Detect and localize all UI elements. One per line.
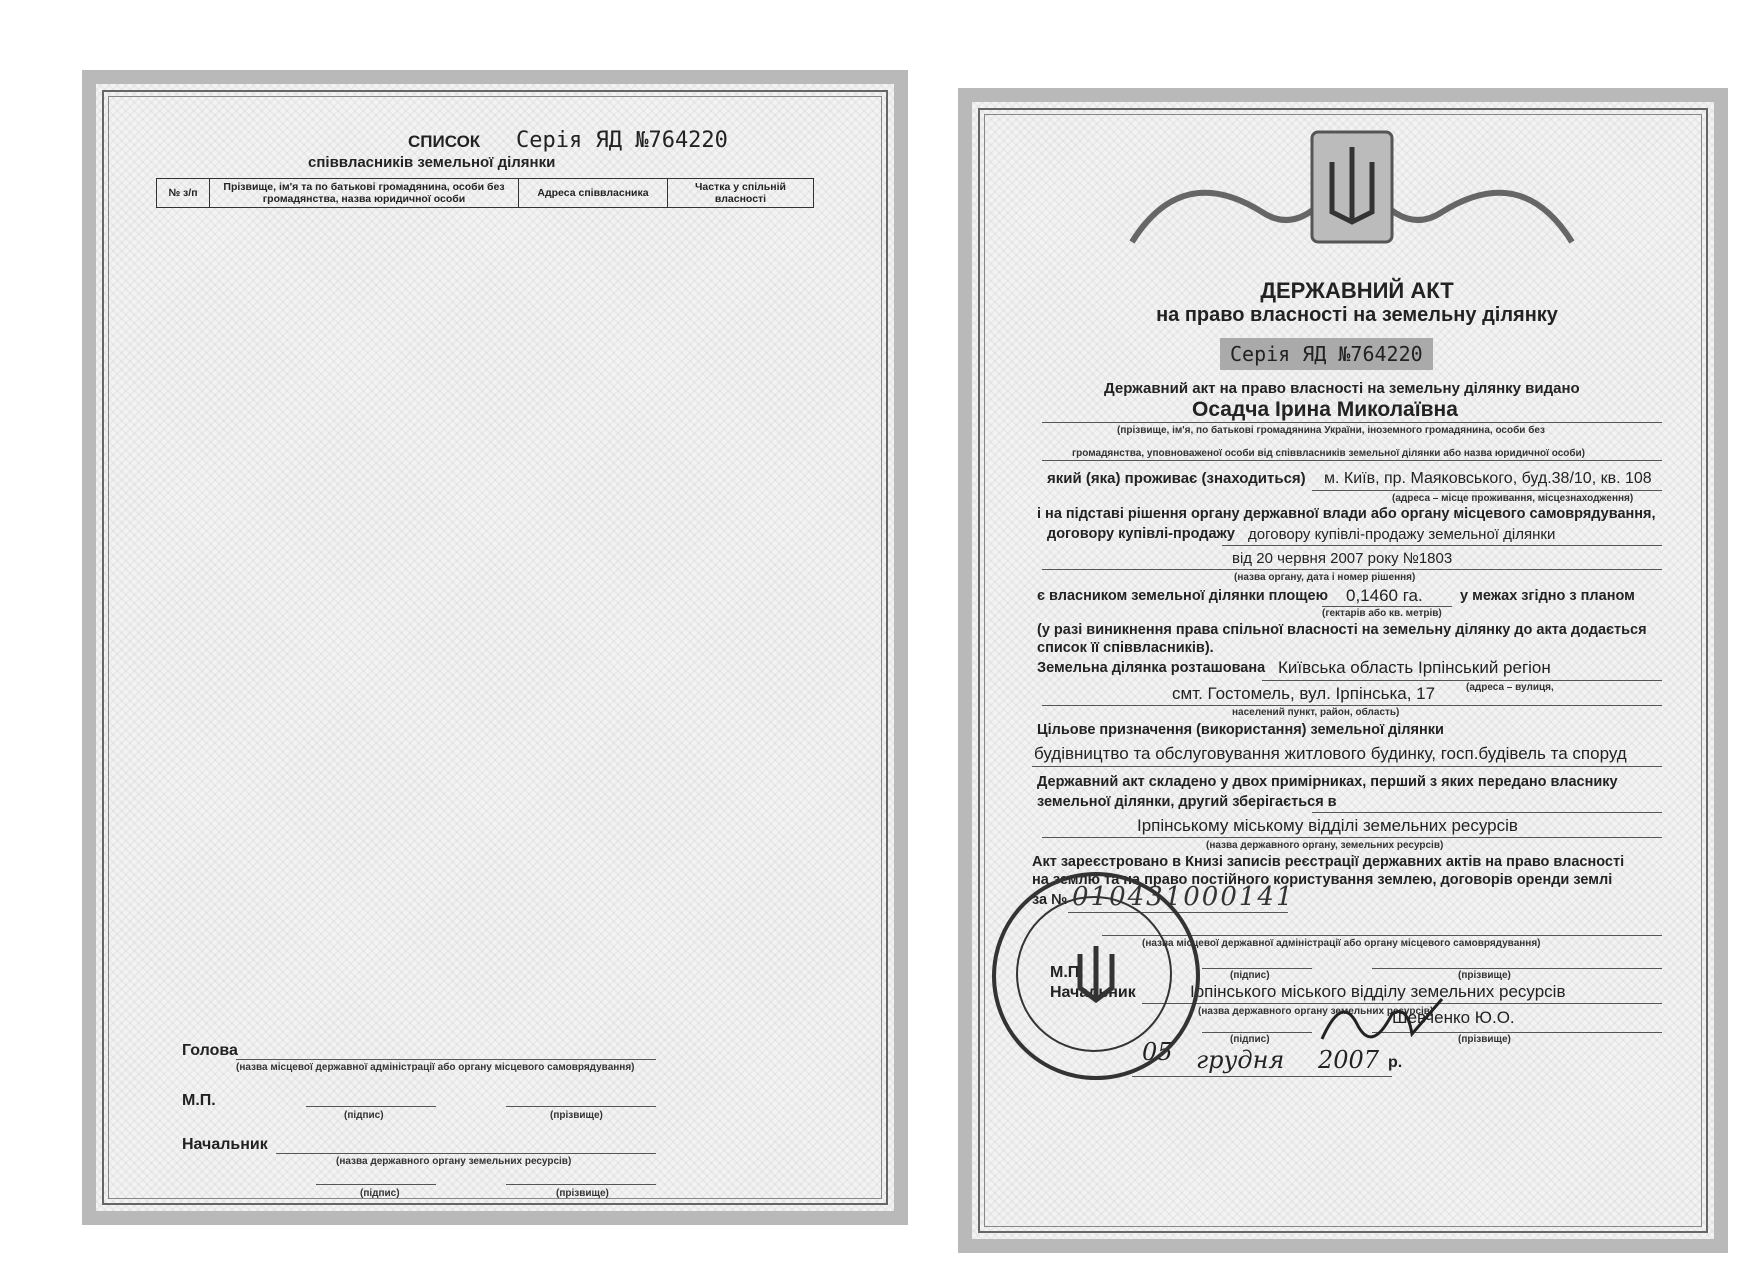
- storage-caption: (назва державного органу, земельних ресурсів): [1206, 840, 1444, 851]
- owner-caption-2: громадянства, уповноваженої особи від співвласників земельної ділянки або назва юридичної особи): [1072, 448, 1586, 459]
- date-month: грудня: [1196, 1046, 1285, 1074]
- act-title: ДЕРЖАВНИЙ АКТ: [1260, 278, 1454, 303]
- copies-text-2: земельної ділянки, другий зберігається в: [1037, 794, 1337, 810]
- area-caption: (гектарів або кв. метрів): [1322, 608, 1442, 619]
- owner-address: м. Київ, пр. Маяковського, буд.38/10, кв. 108: [1324, 470, 1652, 487]
- chief-org: Ірпінського міського відділу земельних ресурсів: [1190, 982, 1566, 1001]
- signature-caption-right: (підпис): [1230, 970, 1270, 981]
- storage-value: Ірпінському міському відділі земельних ресурсів: [1137, 816, 1518, 835]
- address-caption: (адреса – місце проживання, місцезнаходження): [1392, 493, 1634, 504]
- purpose-value: будівництво та обслуговування житлового будинку, госп.будівель та споруд: [1034, 744, 1627, 763]
- date-year: 2007: [1318, 1046, 1380, 1074]
- mp-label-right: М.П.: [1050, 964, 1084, 981]
- decision-value: від 20 червня 2007 року №1803: [1232, 550, 1453, 567]
- area-value: 0,1460 га.: [1346, 586, 1423, 605]
- col-share: Частка у спільній власності: [668, 179, 814, 208]
- registration-text-3: за №: [1032, 892, 1068, 908]
- surname-caption-chief: (прізвище): [1458, 1034, 1511, 1045]
- resides-label: який (яка) проживає (знаходиться): [1047, 470, 1306, 487]
- col-address: Адреса співвласника: [519, 179, 668, 208]
- registration-text-2: на землю та на право постійного користування землею, договорів оренди землі: [1032, 872, 1613, 888]
- state-act-page: [958, 88, 1728, 1253]
- col-number: № з/п: [157, 179, 210, 208]
- coowners-note-2: список її співвласників).: [1037, 640, 1214, 656]
- location-value-1: Київська область Ірпінський регіон: [1278, 658, 1551, 677]
- registration-number: 010431000141: [1072, 882, 1295, 912]
- owner-name: Осадча Ірина Миколаївна: [1192, 398, 1458, 421]
- act-subtitle: на право власності на земельну ділянку: [1156, 304, 1558, 326]
- coowners-list-page: [82, 70, 908, 1225]
- head-caption: (назва місцевої державної адміністрації або органу місцевого самоврядування): [236, 1062, 635, 1073]
- admin-caption: (назва місцевої державної адміністрації або органу місцевого самоврядування): [1142, 938, 1541, 949]
- coat-of-arms-emblem: [1122, 122, 1582, 272]
- list-title: СПИСОК: [408, 132, 481, 151]
- area-label: є власником земельної ділянки площею: [1037, 588, 1328, 604]
- signature-caption-chief: (підпис): [1230, 1034, 1270, 1045]
- head-label: Голова: [182, 1042, 238, 1059]
- location-value-2: смт. Гостомель, вул. Ірпінська, 17: [1172, 684, 1436, 703]
- handwritten-signature: [1312, 984, 1452, 1054]
- basis-text-1: і на підставі рішення органу державної влади або органу місцевого самоврядування,: [1037, 506, 1656, 522]
- copies-text-1: Державний акт складено у двох примірниках, перший з яких передано власнику: [1037, 774, 1618, 790]
- trident-icon: [1072, 940, 1120, 1010]
- registration-text-1: Акт зареєстровано в Книзі записів реєстрації державних актів на право власності: [1032, 854, 1625, 870]
- coowners-table: [156, 178, 814, 208]
- location-caption-2: населений пункт, район, область): [1232, 707, 1400, 718]
- date-suffix: р.: [1388, 1054, 1403, 1071]
- chief-label-right: Начальник: [1050, 984, 1136, 1001]
- chief-org-caption: (назва державного органу земельних ресурсів): [1198, 1006, 1434, 1017]
- decision-caption: (назва органу, дата і номер рішення): [1234, 572, 1416, 583]
- official-seal: [992, 872, 1200, 1080]
- issued-to-text: Державний акт на право власності на земельну ділянку видано: [1104, 380, 1580, 397]
- surname-caption-right: (прізвище): [1458, 970, 1511, 981]
- coowners-note-1: (у разі виникнення права спільної власності на земельну ділянку до акта додається: [1037, 622, 1647, 638]
- area-suffix: у межах згідно з планом: [1460, 588, 1635, 604]
- chief-caption: (назва державного органу земельних ресурсів): [336, 1156, 572, 1167]
- chief-name: Шевченко Ю.О.: [1392, 1008, 1515, 1027]
- date-day: 05: [1142, 1038, 1173, 1066]
- chief-label: Начальник: [182, 1136, 268, 1153]
- list-subtitle: співвласників земельної ділянки: [308, 154, 556, 171]
- col-name: Прізвище, ім'я та по батькові громадянина, особи без громадянства, назва юридичної особи: [210, 179, 519, 208]
- location-label: Земельна ділянка розташована: [1037, 660, 1266, 676]
- act-series: Серія ЯД №764220: [1220, 338, 1433, 370]
- signature-caption-2: (підпис): [360, 1188, 400, 1199]
- surname-caption-2: (прізвище): [556, 1188, 609, 1199]
- basis-text-2: договору купівлі-продажу: [1047, 526, 1235, 542]
- location-caption-1: (адреса – вулиця,: [1466, 682, 1554, 693]
- surname-caption: (прізвище): [550, 1110, 603, 1121]
- signature-caption: (підпис): [344, 1110, 384, 1121]
- mp-label: М.П.: [182, 1092, 216, 1109]
- owner-caption-1: (прізвище, ім'я, по батькові громадянина України, іноземного громадянина, особи без: [1117, 425, 1545, 436]
- basis-value: договору купівлі-продажу земельної ділянки: [1248, 526, 1556, 543]
- purpose-label: Цільове призначення (використання) земельної ділянки: [1037, 722, 1444, 738]
- list-series: Серія ЯД №764220: [516, 128, 728, 153]
